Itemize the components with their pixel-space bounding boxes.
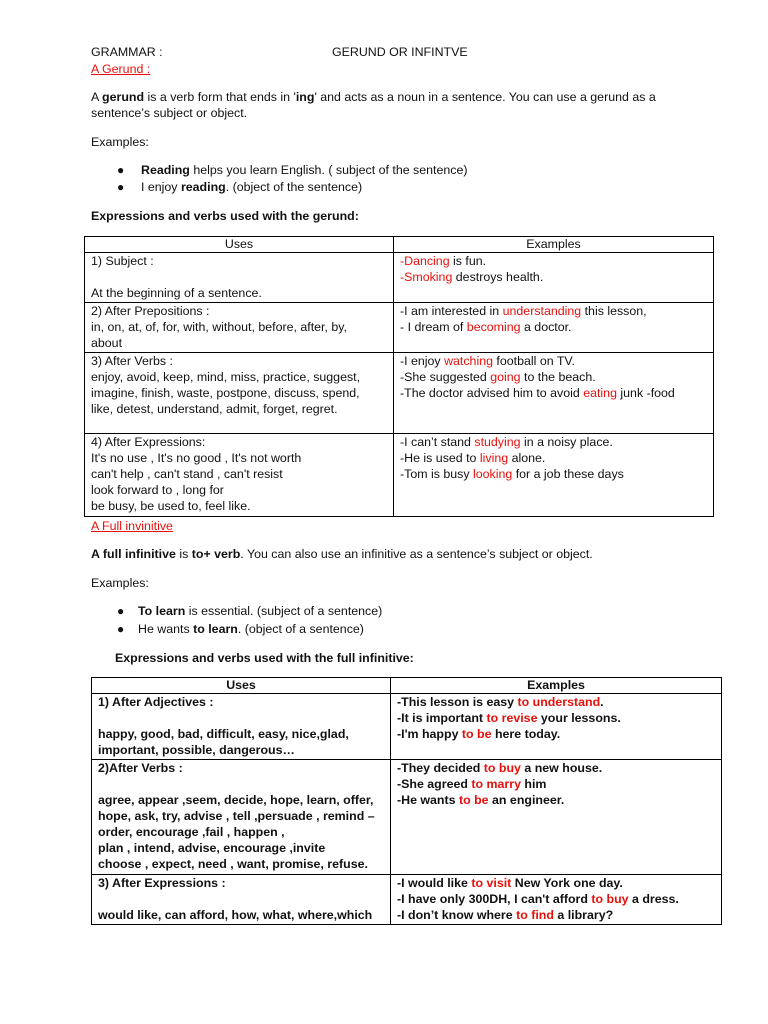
gerund-table bbox=[84, 236, 714, 517]
gerund-section-title: A Gerund : bbox=[91, 62, 151, 76]
bullet-icon: ● bbox=[117, 163, 125, 177]
table-header-row bbox=[85, 237, 714, 253]
column-header-examples: Examples bbox=[394, 237, 714, 253]
header-grammar-label: GRAMMAR : bbox=[91, 45, 163, 59]
examples-cell: -Dancing is fun. -Smoking destroys health. bbox=[394, 253, 714, 303]
uses-cell: 1) Subject : At the beginning of a sentence. bbox=[85, 253, 394, 303]
infinitive-table-heading: Expressions and verbs used with the full infinitive: bbox=[115, 651, 414, 665]
examples-cell: -They decided to buy a new house. -She agreed to marry him -He wants to be an engineer. bbox=[391, 760, 722, 875]
uses-cell: 3) After Verbs : enjoy, avoid, keep, mind, miss, practice, suggest, imagine, finish, waste, postpone, discuss, spend, like, detest, understand, admit, forget, regret. bbox=[85, 353, 394, 434]
uses-cell: 2)After Verbs : agree, appear ,seem, decide, hope, learn, offer, hope, ask, try, advise , tell ,persuade , remind – order, encourage ,fail , happen , plan , intend, advise, encourage ,invite choose , expect, need , want, promise, refuse. bbox=[92, 760, 391, 875]
gerund-examples-label: Examples: bbox=[91, 135, 149, 149]
uses-cell: 3) After Expressions : would like, can afford, how, what, where,which bbox=[92, 875, 391, 925]
infinitive-section-title: A Full invinitive bbox=[91, 519, 173, 533]
table-row bbox=[92, 694, 722, 760]
infinitive-example-1: To learn is essential. (subject of a sentence) bbox=[138, 604, 383, 618]
document-title: GERUND OR INFINTVE bbox=[332, 45, 468, 59]
table-row bbox=[92, 875, 722, 925]
examples-cell: -I am interested in understanding this lesson, - I dream of becoming a doctor. bbox=[394, 303, 714, 353]
table-row bbox=[85, 353, 714, 434]
bullet-icon: ● bbox=[117, 604, 125, 618]
table-row bbox=[85, 253, 714, 303]
uses-cell: 4) After Expressions: It's no use , It's no good , It's not worth can't help , can't stand , can't resist look forward to , long for be busy, be used to, feel like. bbox=[85, 434, 394, 517]
bullet-icon: ● bbox=[117, 622, 125, 636]
gerund-example-1: Reading helps you learn English. ( subject of the sentence) bbox=[141, 163, 468, 177]
examples-cell: -I enjoy watching football on TV. -She suggested going to the beach. -The doctor advised him to avoid eating junk -food bbox=[394, 353, 714, 434]
infinitive-examples-label: Examples: bbox=[91, 576, 149, 590]
column-header-uses: Uses bbox=[92, 678, 391, 694]
uses-cell: 1) After Adjectives : happy, good, bad, difficult, easy, nice,glad, important, possible, dangerous… bbox=[92, 694, 391, 760]
infinitive-table bbox=[91, 677, 722, 925]
uses-cell: 2) After Prepositions : in, on, at, of, for, with, without, before, after, by, about bbox=[85, 303, 394, 353]
examples-cell: -This lesson is easy to understand. -It is important to revise your lessons. -I'm happy to be here today. bbox=[391, 694, 722, 760]
table-row bbox=[85, 303, 714, 353]
gerund-example-2: I enjoy reading. (object of the sentence) bbox=[141, 180, 363, 194]
column-header-uses: Uses bbox=[85, 237, 394, 253]
table-row bbox=[92, 760, 722, 875]
infinitive-example-2: He wants to learn. (object of a sentence) bbox=[138, 622, 364, 636]
gerund-table-heading: Expressions and verbs used with the gerund: bbox=[91, 209, 359, 223]
infinitive-definition: A full infinitive is to+ verb. You can also use an infinitive as a sentence’s subject or object. bbox=[91, 547, 593, 561]
table-header-row bbox=[92, 678, 722, 694]
column-header-examples: Examples bbox=[391, 678, 722, 694]
gerund-definition: A gerund is a verb form that ends in 'ing' and acts as a noun in a sentence. You can use a gerund as a sentence’s subject or object. bbox=[91, 90, 656, 120]
examples-cell: -I would like to visit New York one day. -I have only 300DH, I can't afford to buy a dress. -I don’t know where to find a library? bbox=[391, 875, 722, 925]
table-row bbox=[85, 434, 714, 517]
bullet-icon: ● bbox=[117, 180, 125, 194]
examples-cell: -I can’t stand studying in a noisy place. -He is used to living alone. -Tom is busy looking for a job these days bbox=[394, 434, 714, 517]
